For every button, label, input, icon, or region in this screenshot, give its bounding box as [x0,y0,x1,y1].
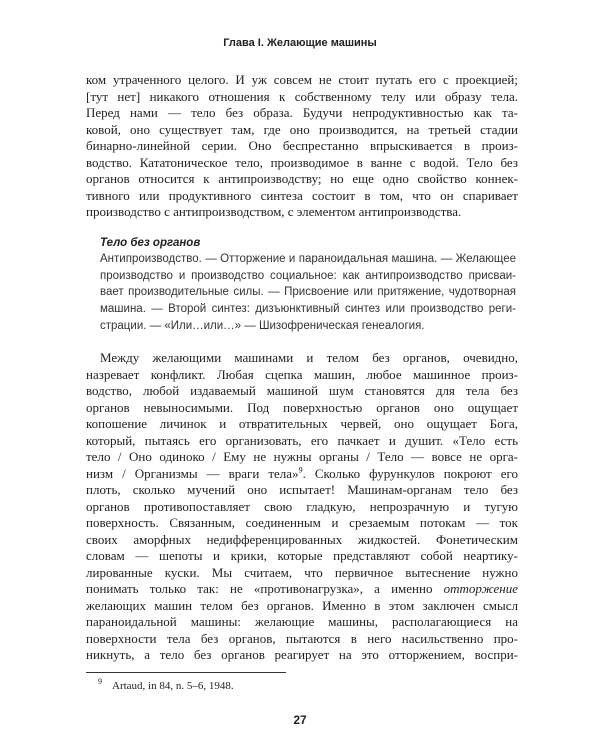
text-line: Перед нами — тело без образа. Будучи непродуктивностью как та- [86,105,518,120]
text-line: ком утраченного целого. И уж совсем не стоит путать его с проекцией; [86,72,518,87]
summary-line: страции. — «Или…или…» — Шизофреническая генеалогия. [100,319,425,332]
text-line: желающих машин телом без органов. Именно в этом заключен смысл [86,597,518,613]
emphasis: отторжение [443,581,518,596]
footnote-number: 9 [98,677,102,687]
text-line: водство. Кататоническое тело, производимое в ванне с водой. Тело без [86,154,518,170]
text-line: поверхности тела без органов, пытаются в него насильственно про- [86,630,518,646]
text-line [86,466,518,483]
text-line: водство, любой издаваемый машиной шум становятся для тела без [86,383,518,398]
text-line: своих аморфных недифференцированных жидкостей. Фонетическим [86,531,518,547]
text-line: поверхность. Связанным, соединенным и срезаемым потокам — ток [86,515,518,530]
text-line: органов противопоставляет свою гладкую, непрозрачную и тугую [86,498,518,514]
text-line: [тут нет] никакого отношения к собственному телу или образу тела. [86,88,518,104]
summary-line: производство и производство социальное: как антипроизводство присваи- [100,269,516,282]
text-line: копошение личинок и отвратительных червей, оно ощущает Бога, [86,416,518,431]
text-span: . Сколько фурункулов покроют его [302,465,518,481]
text-span: низм / Организмы — враги тела» [86,465,299,481]
summary-line: вает производительные силы. — Присвоение или притяжение, чудотворная [100,286,516,299]
running-header: Глава I. Желающие машины [223,37,377,49]
text-line: плоть, сколько мучений оно испытает! Машинам-органам тело без [86,482,518,497]
paragraph-2 [86,350,518,664]
text-line: производство с антипроизводством, с элементом антипроизводства. [86,204,462,219]
summary-line: машина. — Второй синтез: дизъюнктивный синтез или производство реги- [100,303,516,316]
text-line: лированные куски. Мы считаем, что первичное вытеснение нужно [86,564,518,580]
text-line: бинарно-линейной серии. Оно беспрестанно впрыскивается в произ- [86,138,518,153]
page-number: 27 [293,713,307,727]
text-line: Между желающими машинами и телом без органов, очевидно, [100,350,518,365]
text-line: назревает конфликт. Любая сцепка машин, любое машинное произ- [86,366,518,382]
text-line: ковой, оно существует там, где оно производится, на третьей стадии [86,121,518,137]
text-line: никнуть, а тело без органов реагирует на это отторжением, воспри- [86,647,518,662]
section-heading: Тело без органов [100,237,201,249]
footnote-divider [86,672,286,673]
text-line: органов невыносимыми. Под поверхностью органов оно ощущает [86,399,518,415]
paragraph-1 [86,72,518,221]
text-line [86,581,518,598]
footnote-text: Artaud, in 84, n. 5–6, 1948. [112,680,234,692]
text-line: органов относится к антипроизводству; но еще одно свойство коннек- [86,171,518,186]
text-line: тивного или продуктивного синтеза состоит в том, что он спаривает [86,187,518,203]
text-line: словам — шепоты и крики, которые представляют собой неартику- [86,548,518,563]
footnote-reference[interactable]: 9 [298,465,303,475]
text-span: понимать только так: не «противонагрузка», а именно [86,581,444,596]
text-line: который, пытаясь его организовать, его пачкает и душит. «Тело есть [86,432,518,448]
text-line: тело / Оно одиноко / Ему не нужны органы / Тело — вовсе не орга- [86,449,518,464]
footnote [98,677,234,692]
section-summary [100,235,516,334]
summary-line: Антипроизводство. — Отторжение и параноидальная машина. — Желающее [100,253,516,265]
text-line: параноидальной машины: желающие машины, располагающиеся на [86,614,518,629]
